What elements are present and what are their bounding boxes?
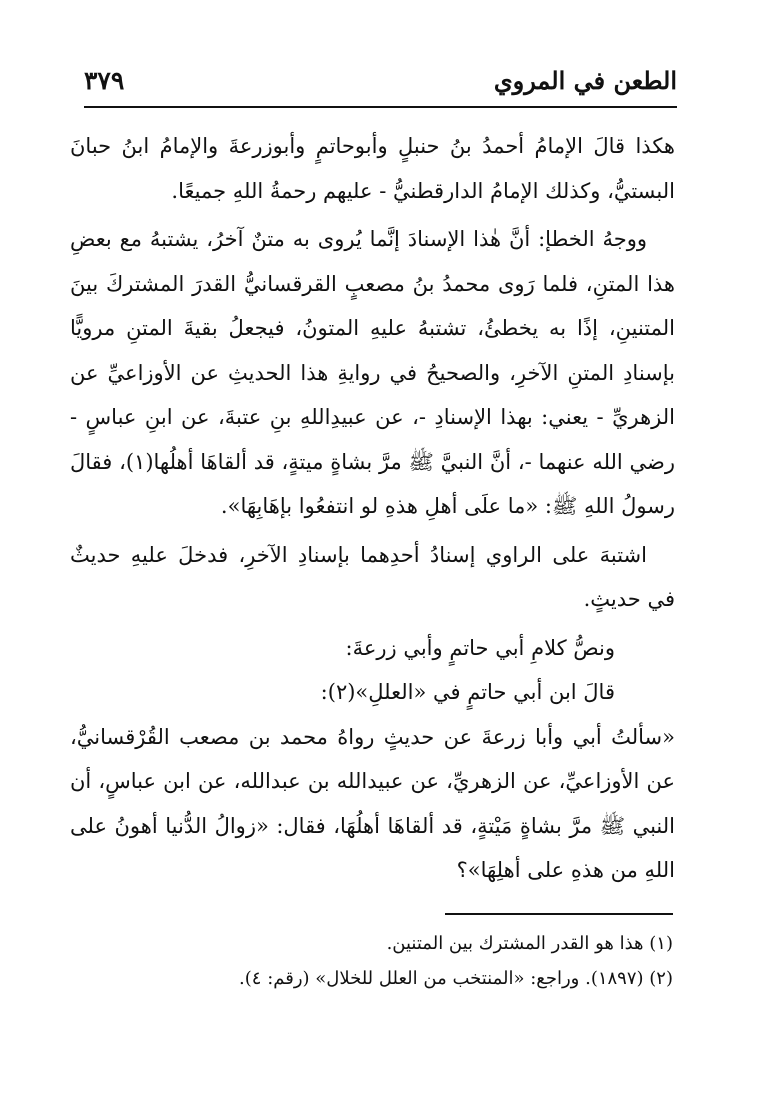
main-text xyxy=(70,124,675,893)
paragraph: اشتبهَ على الراوي إسنادُ أحدِهما بإسنادِ الآخرِ، فدخلَ عليهِ حديثٌ في حديثٍ. xyxy=(70,542,675,611)
paragraph: ونصُّ كلامِ أبي حاتمٍ وأبي زرعةَ: xyxy=(345,635,615,660)
page-header xyxy=(84,62,677,102)
running-title: الطعن في المروي xyxy=(493,66,677,95)
paragraph: هكذا قالَ الإمامُ أحمدُ بنُ حنبلٍ وأبوحاتمٍ وأبوزرعةَ والإمامُ ابنُ حبانَ البستيُّ، وكذلك الإمامُ الدارقطنيُّ - عليهم رحمةُ اللهِ جميعًا. xyxy=(70,134,675,203)
paragraph: قالَ ابن أبي حاتمٍ في «العللِ»(٢): xyxy=(320,680,615,704)
footnote: (١) هذا هو القدر المشترك بين المتنين. xyxy=(386,933,673,954)
quote-paragraph: «سألتُ أبي وأبا زرعةَ عن حديثٍ رواهُ محمد بن مصعب القُرْقسانيُّ، عن الأوزاعيِّ، عن الزهريِّ، عن عبيدالله بن عبدالله، عن ابن عباسٍ، أن النبي ﷺ مرَّ بشاةٍ مَيْتةٍ، قد ألقاهَا أهلُهَا، فقال: «زوالُ الدُّنيا أهونُ على اللهِ من هذهِ على أهلِهَا»؟ xyxy=(70,724,676,882)
page-number: ٣٧٩ xyxy=(84,66,125,95)
footnote: (٢) (١٨٩٧). وراجع: «المنتخب من العلل للخلال» (رقم: ٤). xyxy=(239,968,673,989)
header-divider xyxy=(84,106,677,108)
footnotes xyxy=(70,926,673,996)
paragraph: ووجهُ الخطإ: أنَّ هٰذا الإسنادَ إنَّما يُروى به متنٌ آخرُ، يشتبهُ مع بعضِ هذا المتنِ، فلما رَوى محمدُ بنُ مصعبٍ القرقسانيُّ القدرَ المشتركَ بينَ المتنينِ، إذًا به يخطئُ، تشتبهُ عليهِ المتونُ، فيجعلُ بقيةَ المتنِ مرويًّا بإسنادِ المتنِ الآخرِ، والصحيحُ في روايةِ هذا الحديثِ عن الأوزاعيِّ عن الزهريِّ - يعني: بهذا الإسنادِ -، عن عبيدِاللهِ بنِ عتبةَ، عن ابنِ عباسٍ - رضي الله عنهما -، أنَّ النبيَّ ﷺ مرَّ بشاةٍ ميتةٍ، قد ألقاهَا أهلُها(١)، فقالَ رسولُ اللهِ ﷺ: «ما علَى أهلِ هذهِ لو انتفعُوا بإهَابِهَا». xyxy=(70,227,675,518)
